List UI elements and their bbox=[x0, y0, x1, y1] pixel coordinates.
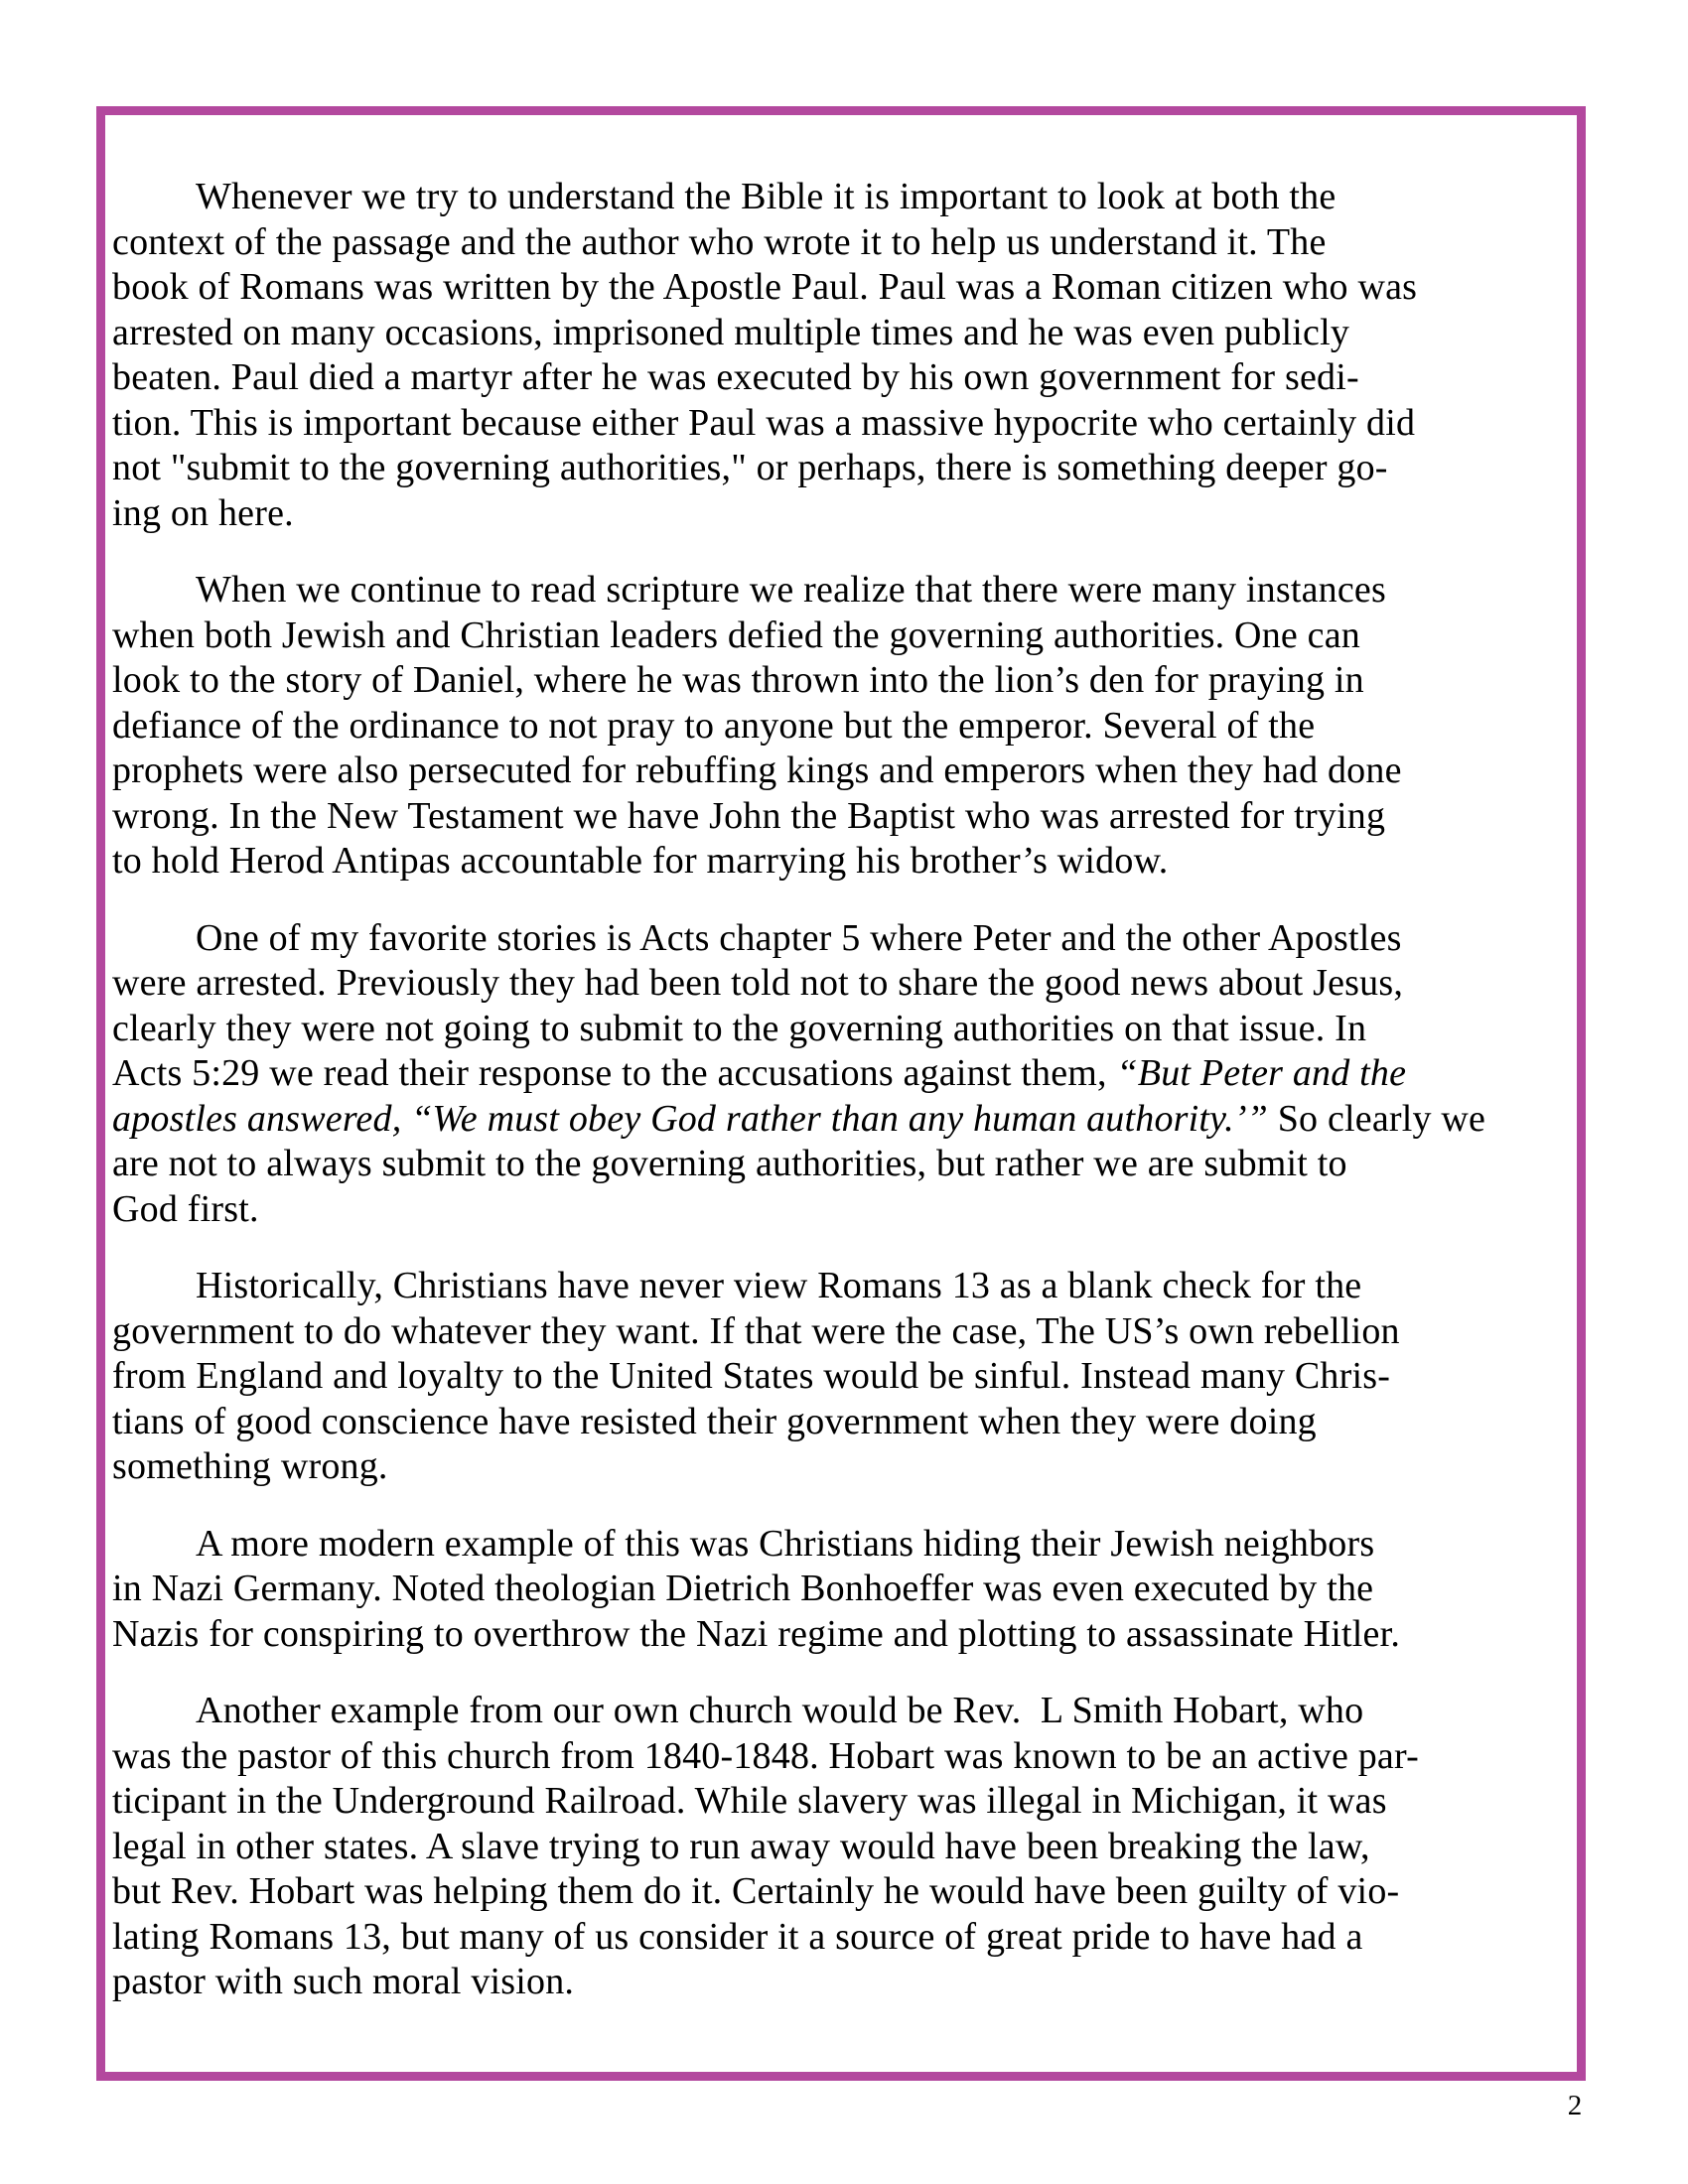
text-run: When we continue to read scripture we realize that there were many instances bbox=[196, 569, 1386, 611]
text-run: Whenever we try to understand the Bible it is important to look at both the bbox=[196, 176, 1336, 217]
text-run: are not to always submit to the governing authorities, but rather we are submit to bbox=[112, 1143, 1347, 1184]
text-line bbox=[112, 1869, 1557, 1915]
text-line bbox=[112, 1689, 1557, 1734]
text-run: lating Romans 13, but many of us consider it a source of great pride to have had a bbox=[112, 1915, 1363, 1958]
text-line bbox=[112, 401, 1557, 447]
text-line bbox=[112, 1779, 1557, 1825]
text-line bbox=[112, 1097, 1557, 1143]
text-run: look to the story of Daniel, where he was thrown into the lion’s den for praying in bbox=[112, 659, 1364, 701]
text-line bbox=[112, 446, 1557, 491]
text-line bbox=[112, 1007, 1557, 1052]
text-line bbox=[112, 1400, 1557, 1445]
text-run: context of the passage and the author who wrote it to help us understand it. The bbox=[112, 220, 1327, 263]
text-line bbox=[112, 355, 1557, 401]
text-line bbox=[112, 1354, 1557, 1400]
text-run: ticipant in the Underground Railroad. While slavery was illegal in Michigan, it was bbox=[112, 1780, 1387, 1822]
text-line bbox=[112, 749, 1557, 794]
text-line bbox=[112, 220, 1557, 266]
text-run: A more modern example of this was Christians hiding their Jewish neighbors bbox=[196, 1522, 1375, 1565]
text-line bbox=[112, 916, 1557, 962]
text-line bbox=[112, 704, 1557, 750]
paragraph bbox=[112, 1264, 1557, 1490]
text-run: legal in other states. A slave trying to run away would have been breaking the law, bbox=[112, 1825, 1370, 1867]
text-run: when both Jewish and Christian leaders defied the governing authorities. One can bbox=[112, 614, 1360, 656]
text-run: clearly they were not going to submit to the governing authorities on that issue. In bbox=[112, 1007, 1367, 1049]
text-run: something wrong. bbox=[112, 1445, 388, 1487]
text-run: but Rev. Hobart was helping them do it. Certainly he would have been guilty of vio- bbox=[112, 1870, 1400, 1912]
text-run: arrested on many occasions, imprisoned multiple times and he was even publicly bbox=[112, 311, 1350, 353]
text-line bbox=[112, 1187, 1557, 1233]
paragraph bbox=[112, 1522, 1557, 1658]
text-line bbox=[112, 1142, 1557, 1187]
text-run: in Nazi Germany. Noted theologian Dietrich Bonhoeffer was even executed by the bbox=[112, 1568, 1374, 1609]
text-line bbox=[112, 311, 1557, 356]
paragraph bbox=[112, 916, 1557, 1233]
text-line bbox=[112, 568, 1557, 614]
paragraph bbox=[112, 568, 1557, 885]
text-line bbox=[112, 1825, 1557, 1870]
text-run: pastor with such moral vision. bbox=[112, 1961, 575, 2002]
document-body bbox=[112, 175, 1557, 2037]
text-run: to hold Herod Antipas accountable for marrying his brother’s widow. bbox=[112, 840, 1169, 882]
text-run: beaten. Paul died a martyr after he was executed by his own government for sedi- bbox=[112, 356, 1359, 398]
text-line bbox=[112, 1444, 1557, 1490]
paragraph bbox=[112, 1689, 1557, 2005]
text-run: Nazis for conspiring to overthrow the Nazi regime and plotting to assassinate Hitler. bbox=[112, 1612, 1401, 1655]
text-line bbox=[112, 1915, 1557, 1961]
text-line bbox=[112, 1612, 1557, 1658]
text-line bbox=[112, 961, 1557, 1007]
text-line bbox=[112, 1734, 1557, 1780]
text-run: prophets were also persecuted for rebuffing kings and emperors when they had done bbox=[112, 750, 1402, 791]
text-run: So clearly we bbox=[1268, 1097, 1486, 1140]
text-line bbox=[112, 1567, 1557, 1612]
text-run: was the pastor of this church from 1840-1848. Hobart was known to be an active par- bbox=[112, 1734, 1419, 1777]
text-line bbox=[112, 614, 1557, 659]
text-run: Another example from our own church would be Rev. L Smith Hobart, who bbox=[196, 1690, 1364, 1731]
text-run: were arrested. Previously they had been told not to share the good news about Jesus, bbox=[112, 962, 1404, 1004]
text-line bbox=[112, 1309, 1557, 1355]
text-run: “But Peter and the bbox=[1116, 1052, 1407, 1094]
text-line bbox=[112, 794, 1557, 840]
text-run: book of Romans was written by the Apostle Paul. Paul was a Roman citizen who was bbox=[112, 266, 1418, 308]
text-line bbox=[112, 839, 1557, 885]
text-line bbox=[112, 1051, 1557, 1097]
text-run: defiance of the ordinance to not pray to anyone but the emperor. Several of the bbox=[112, 704, 1316, 747]
text-line bbox=[112, 658, 1557, 704]
page-border bbox=[96, 106, 1586, 2081]
text-run: wrong. In the New Testament we have John the Baptist who was arrested for trying bbox=[112, 794, 1386, 837]
text-run: tion. This is important because either Paul was a massive hypocrite who certainly did bbox=[112, 401, 1416, 444]
text-run: tians of good conscience have resisted their government when they were doing bbox=[112, 1400, 1317, 1442]
text-run: One of my favorite stories is Acts chapter 5 where Peter and the other Apostles bbox=[196, 916, 1402, 959]
text-run: apostles answered, “We must obey God rather than any human authority.’” bbox=[112, 1097, 1269, 1140]
text-line bbox=[112, 1264, 1557, 1309]
text-run: God first. bbox=[112, 1187, 259, 1230]
text-line bbox=[112, 1522, 1557, 1568]
text-line bbox=[112, 491, 1557, 537]
text-line bbox=[112, 1960, 1557, 2005]
text-run: government to do whatever they want. If that were the case, The US’s own rebellion bbox=[112, 1309, 1400, 1352]
text-line bbox=[112, 175, 1557, 220]
text-line bbox=[112, 265, 1557, 311]
text-run: Historically, Christians have never view Romans 13 as a blank check for the bbox=[196, 1265, 1362, 1306]
text-run: ing on here. bbox=[112, 491, 294, 534]
text-run: from England and loyalty to the United States would be sinful. Instead many Chris- bbox=[112, 1355, 1391, 1397]
page-number: 2 bbox=[1567, 2090, 1583, 2121]
paragraph bbox=[112, 175, 1557, 536]
text-run: Acts 5:29 we read their response to the accusations against them, bbox=[112, 1052, 1117, 1094]
text-run: not "submit to the governing authorities," or perhaps, there is something deeper go- bbox=[112, 447, 1388, 488]
